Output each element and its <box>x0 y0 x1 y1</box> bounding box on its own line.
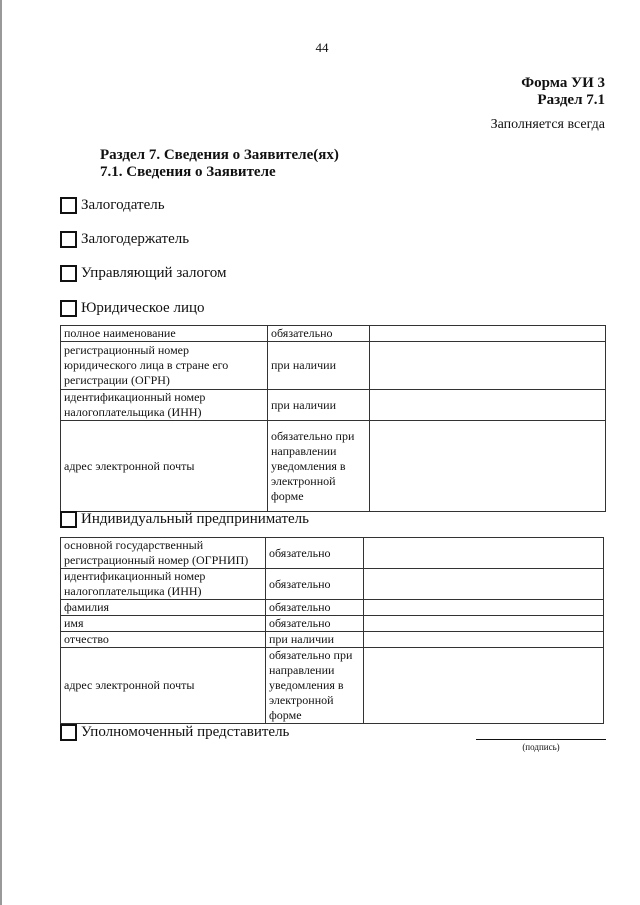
option-label: Индивидуальный предприниматель <box>81 511 309 527</box>
page-number: 44 <box>315 40 329 55</box>
legal-entity-table <box>60 325 606 512</box>
table-row <box>61 326 606 342</box>
field-requirement: при наличии <box>268 390 370 421</box>
entrepreneur-table <box>60 537 604 724</box>
subsection-heading: 7.1. Сведения о Заявителе <box>100 164 276 180</box>
field-label: полное наименование <box>61 326 268 342</box>
checkbox-icon[interactable] <box>60 300 77 317</box>
table-row <box>61 342 606 390</box>
checkbox-icon[interactable] <box>60 511 77 528</box>
option-legal-entity[interactable] <box>60 300 205 317</box>
section-heading: Раздел 7. Сведения о Заявителе(ях) <box>100 147 339 163</box>
field-value[interactable] <box>370 390 606 421</box>
fill-note: Заполняется всегда <box>490 117 605 132</box>
option-label: Залогодержатель <box>81 231 190 247</box>
field-label: идентификационный номер налогоплательщика (ИНН) <box>61 569 266 600</box>
field-requirement: обязательно при направлении уведомления в электронной форме <box>268 421 370 512</box>
field-value[interactable] <box>370 326 606 342</box>
field-label: адрес электронной почты <box>61 421 268 512</box>
option-pledgee[interactable] <box>60 231 189 248</box>
field-label: регистрационный номер юридического лица в стране его регистрации (ОГРН) <box>61 342 268 390</box>
field-requirement: обязательно <box>266 538 364 569</box>
field-label: основной государственный регистрационный номер (ОГРНИП) <box>61 538 266 569</box>
signature-line: (подпись) <box>476 739 606 752</box>
field-requirement: обязательно <box>266 616 364 632</box>
field-requirement: обязательно <box>266 569 364 600</box>
field-value[interactable] <box>364 600 604 616</box>
field-requirement: обязательно <box>266 600 364 616</box>
field-value[interactable] <box>364 538 604 569</box>
field-label: имя <box>61 616 266 632</box>
table-row <box>61 632 604 648</box>
table-row <box>61 600 604 616</box>
option-label: Залогодатель <box>81 197 165 213</box>
checkbox-icon[interactable] <box>60 231 77 248</box>
field-requirement: при наличии <box>266 632 364 648</box>
table-row <box>61 648 604 724</box>
field-value[interactable] <box>370 421 606 512</box>
field-value[interactable] <box>364 632 604 648</box>
section-ref: Раздел 7.1 <box>537 92 605 108</box>
option-pledgor[interactable] <box>60 197 165 214</box>
table-row <box>61 569 604 600</box>
table-row <box>61 538 604 569</box>
option-label: Юридическое лицо <box>81 300 205 316</box>
table-row <box>61 421 606 512</box>
field-value[interactable] <box>370 342 606 390</box>
form-label: Форма УИ 3 <box>521 75 605 91</box>
field-value[interactable] <box>364 616 604 632</box>
field-label: фамилия <box>61 600 266 616</box>
field-requirement: обязательно при направлении уведомления в электронной форме <box>266 648 364 724</box>
option-entrepreneur[interactable] <box>60 511 309 528</box>
checkbox-icon[interactable] <box>60 265 77 282</box>
option-label: Уполномоченный представитель <box>81 724 290 740</box>
checkbox-icon[interactable] <box>60 724 77 741</box>
option-authorized-representative[interactable] <box>60 724 289 741</box>
field-label: отчество <box>61 632 266 648</box>
table-row <box>61 390 606 421</box>
field-value[interactable] <box>364 569 604 600</box>
option-pledge-manager[interactable] <box>60 265 227 282</box>
table-row <box>61 616 604 632</box>
checkbox-icon[interactable] <box>60 197 77 214</box>
field-requirement: обязательно <box>268 326 370 342</box>
field-value[interactable] <box>364 648 604 724</box>
field-label: идентификационный номер налогоплательщика (ИНН) <box>61 390 268 421</box>
field-requirement: при наличии <box>268 342 370 390</box>
field-label: адрес электронной почты <box>61 648 266 724</box>
option-label: Управляющий залогом <box>81 265 227 281</box>
